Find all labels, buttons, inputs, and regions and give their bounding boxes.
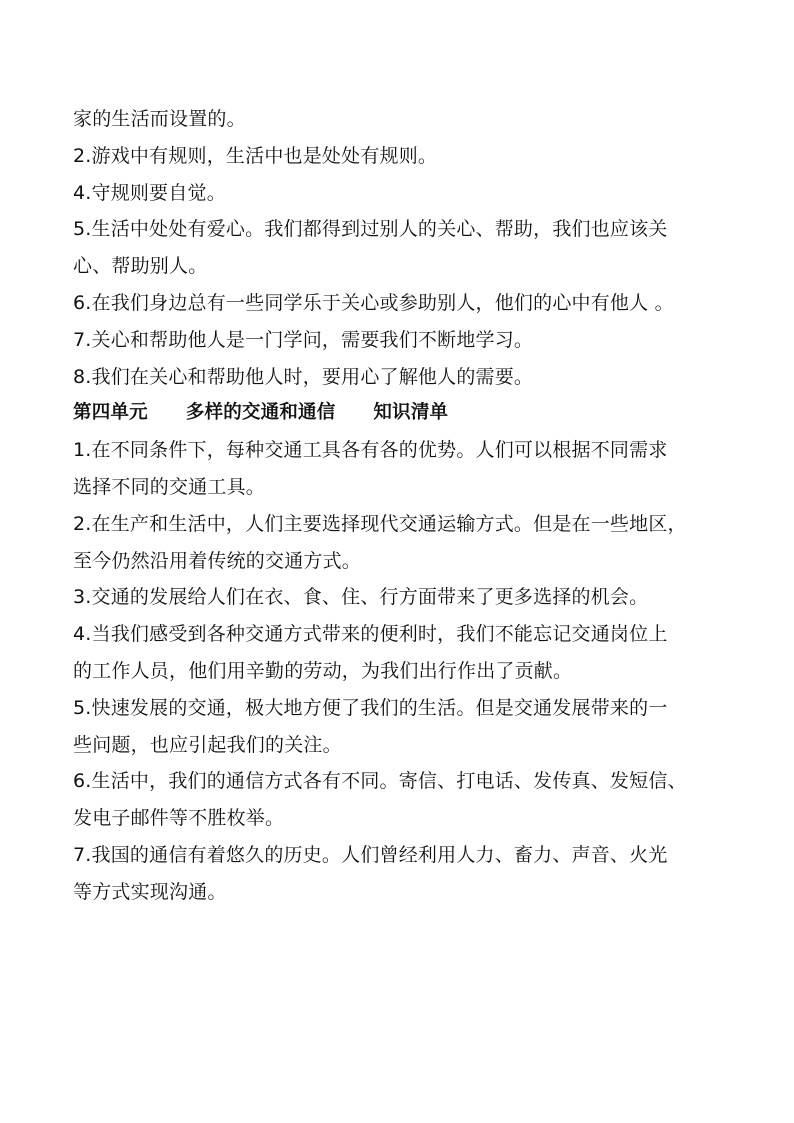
text-line: 2.在生产和生活中，人们主要选择现代交通运输方式。但是在一些地区， (73, 512, 687, 535)
text-line: 5.生活中处处有爱心。我们都得到过别人的关心、帮助，我们也应该关 (73, 218, 668, 241)
text-line: 家的生活而设置的。 (73, 108, 246, 130)
heading-subtitle: 知识清单 (373, 402, 449, 424)
text-line: 的工作人员，他们用辛勤的劳动，为我们出行作出了贡献。 (73, 659, 573, 682)
text-line: 6.生活中，我们的通信方式各有不同。寄信、打电话、发传真、发短信、 (73, 770, 687, 793)
heading-unit: 第四单元 (73, 402, 148, 424)
text-line: 发电子邮件等不胜枚举。 (73, 807, 285, 830)
text-line: 心、帮助别人。 (73, 255, 208, 278)
text-line: 5.快速发展的交通，极大地方便了我们的生活。但是交通发展带来的一 (73, 696, 668, 719)
text-line: 4.当我们感受到各种交通方式带来的便利时，我们不能忘记交通岗位上 (73, 623, 668, 646)
text-line: 7.我国的通信有着悠久的历史。人们曾经利用人力、畜力、声音、火光 (73, 843, 668, 866)
text-line: 2.游戏中有规则，生活中也是处处有规则。 (73, 144, 438, 167)
text-line: 3.交通的发展给人们在衣、食、住、行方面带来了更多选择的机会。 (73, 586, 649, 609)
text-line: 8.我们在关心和帮助他人时，要用心了解他人的需要。 (73, 365, 534, 388)
text-line: 6.在我们身边总有一些同学乐于关心或参助别人，他们的心中有他人 。 (73, 291, 674, 314)
text-line: 至今仍然沿用着传统的交通方式。 (73, 549, 362, 572)
text-line: 4.守规则要自觉。 (73, 181, 226, 204)
text-line: 些问题，也应引起我们的关注。 (73, 733, 342, 756)
text-line: 1.在不同条件下，每种交通工具各有各的优势。人们可以根据不同需求 (73, 439, 668, 462)
heading-title: 多样的交通和通信 (185, 402, 336, 424)
text-line: 7.关心和帮助他人是一门学问，需要我们不断地学习。 (73, 328, 534, 351)
document-body (73, 101, 723, 911)
section-heading (73, 395, 723, 432)
text-line: 等方式实现沟通。 (73, 880, 227, 903)
text-line: 选择不同的交通工具。 (73, 475, 266, 498)
